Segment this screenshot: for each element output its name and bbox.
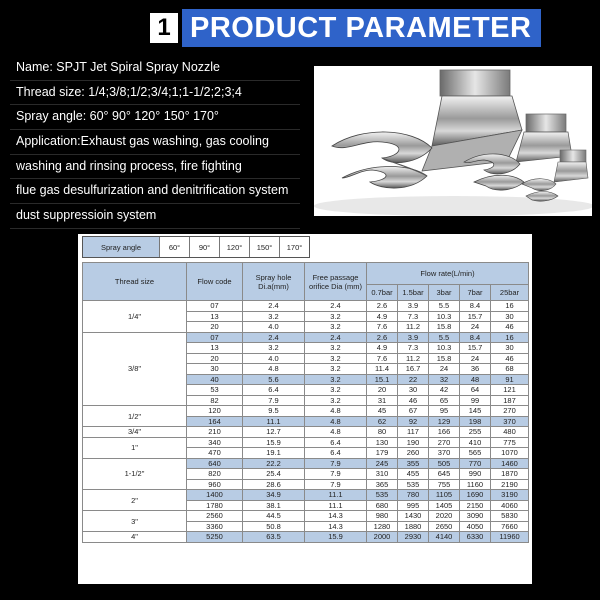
- info-application-4: dust suppressioin system: [10, 204, 300, 229]
- flow-rate-cell: 535: [367, 490, 398, 501]
- flow-rate-cell: 190: [398, 437, 429, 448]
- flow-rate-cell: 780: [398, 490, 429, 501]
- flow-rate-cell: 10.3: [429, 311, 460, 322]
- flow-rate-cell: 166: [429, 427, 460, 438]
- flow-rate-cell: 16: [491, 301, 529, 312]
- spray-angle-120: 120°: [220, 237, 250, 257]
- flow-table-body: [83, 301, 529, 543]
- flow-rate-cell: 48: [460, 374, 491, 385]
- free-passage-cell: 3.2: [305, 364, 367, 375]
- flow-rate-cell: 365: [367, 479, 398, 490]
- flow-code-cell: 210: [187, 427, 243, 438]
- flow-rate-cell: 2650: [429, 521, 460, 532]
- flow-rate-cell: 990: [460, 469, 491, 480]
- flow-rate-cell: 2190: [491, 479, 529, 490]
- flow-rate-cell: 5.5: [429, 332, 460, 343]
- free-passage-cell: 3.2: [305, 322, 367, 333]
- spray-angle-170: 170°: [280, 237, 309, 257]
- flow-rate-cell: 980: [367, 511, 398, 522]
- flow-rate-cell: 1690: [460, 490, 491, 501]
- flow-rate-cell: 1280: [367, 521, 398, 532]
- flow-rate-cell: 99: [460, 395, 491, 406]
- flow-rate-cell: 7.6: [367, 353, 398, 364]
- table-row: [83, 532, 529, 543]
- free-passage-cell: 3.2: [305, 343, 367, 354]
- flow-rate-cell: 645: [429, 469, 460, 480]
- thread-size-cell: 4": [83, 532, 187, 543]
- flow-rate-cell: 4.9: [367, 311, 398, 322]
- flow-code-cell: 640: [187, 458, 243, 469]
- flow-rate-cell: 455: [398, 469, 429, 480]
- spray-hole-cell: 12.7: [243, 427, 305, 438]
- flow-rate-cell: 45: [367, 406, 398, 417]
- flow-rate-cell: 370: [491, 416, 529, 427]
- flow-rate-cell: 46: [491, 322, 529, 333]
- table-row: [83, 490, 529, 501]
- free-passage-cell: 7.9: [305, 479, 367, 490]
- flow-code-cell: 13: [187, 343, 243, 354]
- table-row: [83, 427, 529, 438]
- flow-rate-cell: 187: [491, 395, 529, 406]
- flow-rate-cell: 7660: [491, 521, 529, 532]
- section-number: 1: [150, 13, 178, 43]
- spray-hole-cell: 44.5: [243, 511, 305, 522]
- flow-rate-cell: 5830: [491, 511, 529, 522]
- flow-rate-cell: 3090: [460, 511, 491, 522]
- flow-rate-cell: 42: [429, 385, 460, 396]
- flow-code-cell: 3360: [187, 521, 243, 532]
- flow-rate-cell: 15.8: [429, 353, 460, 364]
- flow-rate-cell: 67: [398, 406, 429, 417]
- info-application-2: washing and rinsing process, fire fighting: [10, 155, 300, 180]
- thread-size-cell: 1": [83, 437, 187, 458]
- spray-hole-cell: 3.2: [243, 343, 305, 354]
- flow-rate-cell: 30: [491, 343, 529, 354]
- flow-rate-cell: 46: [398, 395, 429, 406]
- flow-rate-cell: 7.3: [398, 311, 429, 322]
- flow-rate-cell: 4050: [460, 521, 491, 532]
- flow-rate-cell: 1160: [460, 479, 491, 490]
- flow-rate-cell: 1405: [429, 500, 460, 511]
- flow-code-cell: 1400: [187, 490, 243, 501]
- free-passage-cell: 11.1: [305, 500, 367, 511]
- flow-rate-cell: 24: [460, 353, 491, 364]
- header-flow-code: Flow code: [187, 263, 243, 301]
- flow-code-cell: 82: [187, 395, 243, 406]
- flow-rate-cell: 179: [367, 448, 398, 459]
- flow-rate-cell: 11.4: [367, 364, 398, 375]
- free-passage-cell: 3.2: [305, 374, 367, 385]
- flow-rate-cell: 8.4: [460, 301, 491, 312]
- spray-angle-60: 60°: [160, 237, 190, 257]
- free-passage-cell: 15.9: [305, 532, 367, 543]
- spray-hole-cell: 25.4: [243, 469, 305, 480]
- flow-rate-cell: 2930: [398, 532, 429, 543]
- spray-hole-cell: 50.8: [243, 521, 305, 532]
- spray-hole-cell: 4.8: [243, 364, 305, 375]
- flow-rate-cell: 30: [491, 311, 529, 322]
- flow-rate-cell: 4060: [491, 500, 529, 511]
- free-passage-cell: 6.4: [305, 448, 367, 459]
- info-name: Name: SPJT Jet Spiral Spray Nozzle: [10, 56, 300, 81]
- flow-rate-cell: 91: [491, 374, 529, 385]
- flow-rate-cell: 46: [491, 353, 529, 364]
- spray-hole-cell: 22.2: [243, 458, 305, 469]
- free-passage-cell: 4.8: [305, 427, 367, 438]
- flow-rate-cell: 8.4: [460, 332, 491, 343]
- flow-code-cell: 40: [187, 374, 243, 385]
- flow-code-cell: 20: [187, 353, 243, 364]
- free-passage-cell: 7.9: [305, 469, 367, 480]
- flow-rate-cell: 22: [398, 374, 429, 385]
- table-row: [83, 511, 529, 522]
- flow-rate-cell: 3.9: [398, 301, 429, 312]
- header-pressure: 3bar: [429, 285, 460, 301]
- flow-rate-cell: 775: [491, 437, 529, 448]
- flow-rate-cell: 65: [429, 395, 460, 406]
- flow-rate-cell: 2020: [429, 511, 460, 522]
- flow-rate-cell: 130: [367, 437, 398, 448]
- spray-hole-cell: 34.9: [243, 490, 305, 501]
- flow-rate-cell: 995: [398, 500, 429, 511]
- free-passage-cell: 6.4: [305, 437, 367, 448]
- spray-hole-cell: 63.5: [243, 532, 305, 543]
- flow-rate-cell: 15.7: [460, 343, 491, 354]
- free-passage-cell: 3.2: [305, 395, 367, 406]
- flow-rate-cell: 355: [398, 458, 429, 469]
- product-info-list: [10, 56, 300, 229]
- flow-rate-cell: 7.6: [367, 322, 398, 333]
- flow-rate-cell: 2.6: [367, 332, 398, 343]
- table-row: [83, 301, 529, 312]
- flow-rate-cell: 5.5: [429, 301, 460, 312]
- thread-size-cell: 1-1/2": [83, 458, 187, 490]
- flow-rate-cell: 3.9: [398, 332, 429, 343]
- spray-hole-cell: 2.4: [243, 332, 305, 343]
- flow-code-cell: 13: [187, 311, 243, 322]
- info-application-1: Application:Exhaust gas washing, gas cooling: [10, 130, 300, 155]
- flow-rate-cell: 32: [429, 374, 460, 385]
- flow-rate-cell: 15.8: [429, 322, 460, 333]
- flow-rate-cell: 64: [460, 385, 491, 396]
- flow-rate-cell: 92: [398, 416, 429, 427]
- free-passage-cell: 14.3: [305, 511, 367, 522]
- flow-rate-cell: 535: [398, 479, 429, 490]
- spray-hole-cell: 38.1: [243, 500, 305, 511]
- spray-hole-cell: 4.0: [243, 322, 305, 333]
- flow-rate-cell: 755: [429, 479, 460, 490]
- flow-rate-cell: 68: [491, 364, 529, 375]
- spray-hole-cell: 28.6: [243, 479, 305, 490]
- free-passage-cell: 2.4: [305, 332, 367, 343]
- flow-rate-cell: 565: [460, 448, 491, 459]
- flow-rate-cell: 480: [491, 427, 529, 438]
- flow-rate-cell: 121: [491, 385, 529, 396]
- flow-rate-cell: 1105: [429, 490, 460, 501]
- free-passage-cell: 3.2: [305, 385, 367, 396]
- table-row: [83, 458, 529, 469]
- flow-rate-cell: 680: [367, 500, 398, 511]
- flow-rate-cell: 370: [429, 448, 460, 459]
- header-flow-rate: Flow rate(L/min): [367, 263, 529, 285]
- spray-angle-150: 150°: [250, 237, 280, 257]
- header-pressure: 25bar: [491, 285, 529, 301]
- flow-rate-cell: 15.7: [460, 311, 491, 322]
- free-passage-cell: 2.4: [305, 301, 367, 312]
- flow-rate-cell: 117: [398, 427, 429, 438]
- section-title: PRODUCT PARAMETER: [182, 9, 541, 47]
- thread-size-cell: 2": [83, 490, 187, 511]
- flow-rate-cell: 1070: [491, 448, 529, 459]
- flow-rate-cell: 129: [429, 416, 460, 427]
- flow-rate-cell: 36: [460, 364, 491, 375]
- info-thread-size: Thread size: 1/4;3/8;1/2;3/4;1;1-1/2;2;3;4: [10, 81, 300, 106]
- flow-code-cell: 820: [187, 469, 243, 480]
- spray-angle-label: Spray angle: [83, 237, 160, 257]
- flow-rate-cell: 30: [398, 385, 429, 396]
- flow-rate-cell: 260: [398, 448, 429, 459]
- flow-rate-cell: 1870: [491, 469, 529, 480]
- flow-rate-cell: 7.3: [398, 343, 429, 354]
- info-application-3: flue gas desulfurization and denitrification system: [10, 179, 300, 204]
- spray-hole-cell: 6.4: [243, 385, 305, 396]
- flow-rate-cell: 2000: [367, 532, 398, 543]
- flow-code-cell: 07: [187, 301, 243, 312]
- spray-hole-cell: 2.4: [243, 301, 305, 312]
- flow-code-cell: 20: [187, 322, 243, 333]
- flow-rate-cell: 255: [460, 427, 491, 438]
- header-thread-size: Thread size: [83, 263, 187, 301]
- flow-rate-cell: 4.9: [367, 343, 398, 354]
- header-free-passage: Free passage orifice Dia (mm): [305, 263, 367, 301]
- header-pressure: 0.7bar: [367, 285, 398, 301]
- flow-rate-cell: 10.3: [429, 343, 460, 354]
- free-passage-cell: 14.3: [305, 521, 367, 532]
- flow-rate-cell: 245: [367, 458, 398, 469]
- flow-rate-cell: 20: [367, 385, 398, 396]
- header-pressure: 1.5bar: [398, 285, 429, 301]
- flow-rate-cell: 24: [429, 364, 460, 375]
- flow-code-cell: 53: [187, 385, 243, 396]
- flow-rate-cell: 3190: [491, 490, 529, 501]
- flow-code-cell: 5250: [187, 532, 243, 543]
- header-spray-hole: Spray hole Di.a(mm): [243, 263, 305, 301]
- flow-rate-cell: 145: [460, 406, 491, 417]
- flow-rate-cell: 410: [460, 437, 491, 448]
- flow-rate-cell: 310: [367, 469, 398, 480]
- flow-rate-cell: 11.2: [398, 322, 429, 333]
- flow-rate-cell: 198: [460, 416, 491, 427]
- spec-sheet: [78, 234, 532, 584]
- thread-size-cell: 3/8": [83, 332, 187, 406]
- thread-size-cell: 1/2": [83, 406, 187, 427]
- free-passage-cell: 11.1: [305, 490, 367, 501]
- flow-rate-cell: 95: [429, 406, 460, 417]
- flow-rate-cell: 15.1: [367, 374, 398, 385]
- flow-rate-cell: 11960: [491, 532, 529, 543]
- table-row: [83, 437, 529, 448]
- flow-rate-cell: 770: [460, 458, 491, 469]
- spray-hole-cell: 5.6: [243, 374, 305, 385]
- free-passage-cell: 4.8: [305, 406, 367, 417]
- flow-rate-cell: 16.7: [398, 364, 429, 375]
- flow-code-cell: 340: [187, 437, 243, 448]
- flow-rate-cell: 16: [491, 332, 529, 343]
- flow-code-cell: 470: [187, 448, 243, 459]
- info-spray-angle: Spray angle: 60° 90° 120° 150° 170°: [10, 105, 300, 130]
- spray-hole-cell: 15.9: [243, 437, 305, 448]
- flow-code-cell: 30: [187, 364, 243, 375]
- flow-rate-cell: 270: [491, 406, 529, 417]
- flow-code-cell: 120: [187, 406, 243, 417]
- spray-hole-cell: 11.1: [243, 416, 305, 427]
- flow-code-cell: 2560: [187, 511, 243, 522]
- free-passage-cell: 7.9: [305, 458, 367, 469]
- thread-size-cell: 1/4": [83, 301, 187, 333]
- flow-rate-cell: 6330: [460, 532, 491, 543]
- table-row: [83, 332, 529, 343]
- flow-rate-cell: 505: [429, 458, 460, 469]
- flow-rate-table: [82, 262, 529, 543]
- header-pressure: 7bar: [460, 285, 491, 301]
- flow-rate-cell: 31: [367, 395, 398, 406]
- spray-hole-cell: 9.5: [243, 406, 305, 417]
- spray-hole-cell: 3.2: [243, 311, 305, 322]
- flow-rate-cell: 4140: [429, 532, 460, 543]
- flow-code-cell: 07: [187, 332, 243, 343]
- flow-rate-cell: 24: [460, 322, 491, 333]
- flow-rate-cell: 1430: [398, 511, 429, 522]
- table-row: [83, 406, 529, 417]
- flow-code-cell: 1780: [187, 500, 243, 511]
- flow-rate-cell: 62: [367, 416, 398, 427]
- spray-hole-cell: 4.0: [243, 353, 305, 364]
- flow-rate-cell: 270: [429, 437, 460, 448]
- free-passage-cell: 3.2: [305, 353, 367, 364]
- flow-rate-cell: 2.6: [367, 301, 398, 312]
- thread-size-cell: 3/4": [83, 427, 187, 438]
- flow-code-cell: 960: [187, 479, 243, 490]
- product-photo: [314, 66, 592, 216]
- flow-rate-cell: 1880: [398, 521, 429, 532]
- flow-rate-cell: 1460: [491, 458, 529, 469]
- section-banner: [150, 6, 550, 50]
- spray-hole-cell: 19.1: [243, 448, 305, 459]
- free-passage-cell: 3.2: [305, 311, 367, 322]
- spray-angle-row: [82, 236, 310, 258]
- flow-rate-cell: 80: [367, 427, 398, 438]
- spray-hole-cell: 7.9: [243, 395, 305, 406]
- flow-rate-cell: 11.2: [398, 353, 429, 364]
- thread-size-cell: 3": [83, 511, 187, 532]
- spray-angle-90: 90°: [190, 237, 220, 257]
- free-passage-cell: 4.8: [305, 416, 367, 427]
- flow-rate-cell: 2150: [460, 500, 491, 511]
- flow-code-cell: 164: [187, 416, 243, 427]
